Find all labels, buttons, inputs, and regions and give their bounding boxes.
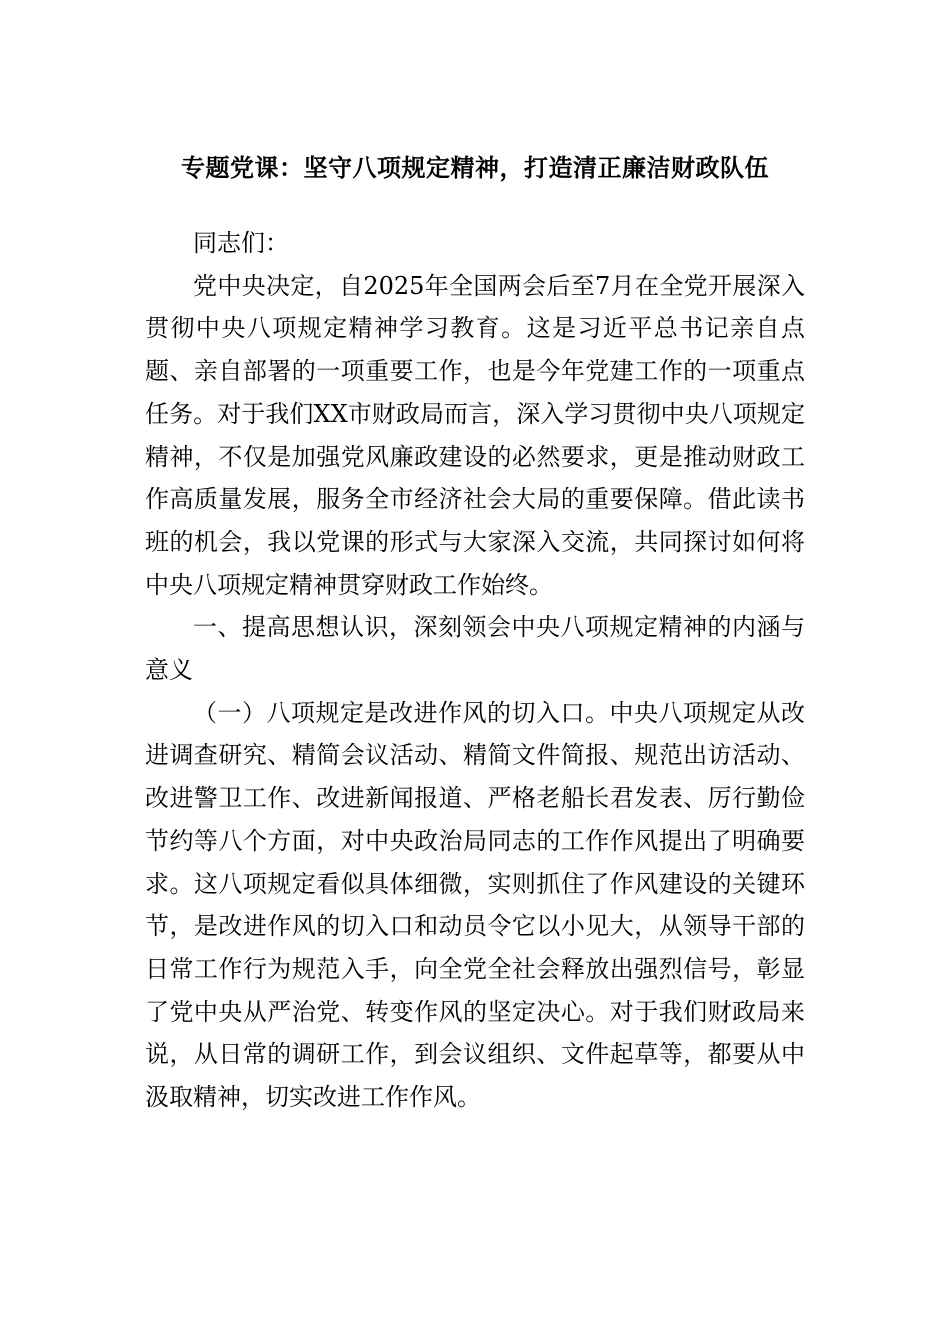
- document-title: 专题党课：坚守八项规定精神，打造清正廉洁财政队伍: [181, 154, 769, 182]
- section-heading: 一、提高思想认识，深刻领会中央八项规定精神的内涵与意义: [145, 613, 805, 685]
- salutation-paragraph: 同志们：: [193, 229, 289, 257]
- document-body: [145, 222, 805, 1119]
- intro-paragraph: 党中央决定，自2025年全国两会后至7月在全党开展深入贯彻中央八项规定精神学习教育。这是习近平总书记亲自点题、亲自部署的一项重要工作，也是今年党建工作的一项重点任务。对于我们XX市财政局而言，深入学习贯彻中央八项规定精神，不仅是加强党风廉政建设的必然要求，更是推动财政工作高质量发展，服务全市经济社会大局的重要保障。借此读书班的机会，我以党课的形式与大家深入交流，共同探讨如何将中央八项规定精神贯穿财政工作始终。: [145, 271, 805, 599]
- subsection-paragraph: （一）八项规定是改进作风的切入口。中央八项规定从改进调查研究、精简会议活动、精简文件简报、规范出访活动、改进警卫工作、改进新闻报道、严格老船长君发表、厉行勤俭节约等八个方面，对中央政治局同志的工作作风提出了明确要求。这八项规定看似具体细微，实则抓住了作风建设的关键环节，是改进作风的切入口和动员令它以小见大，从领导干部的日常工作行为规范入手，向全党全社会释放出强烈信号，彰显了党中央从严治党、转变作风的坚定决心。对于我们财政局来说，从日常的调研工作，到会议组织、文件起草等，都要从中汲取精神，切实改进工作作风。: [145, 698, 805, 1112]
